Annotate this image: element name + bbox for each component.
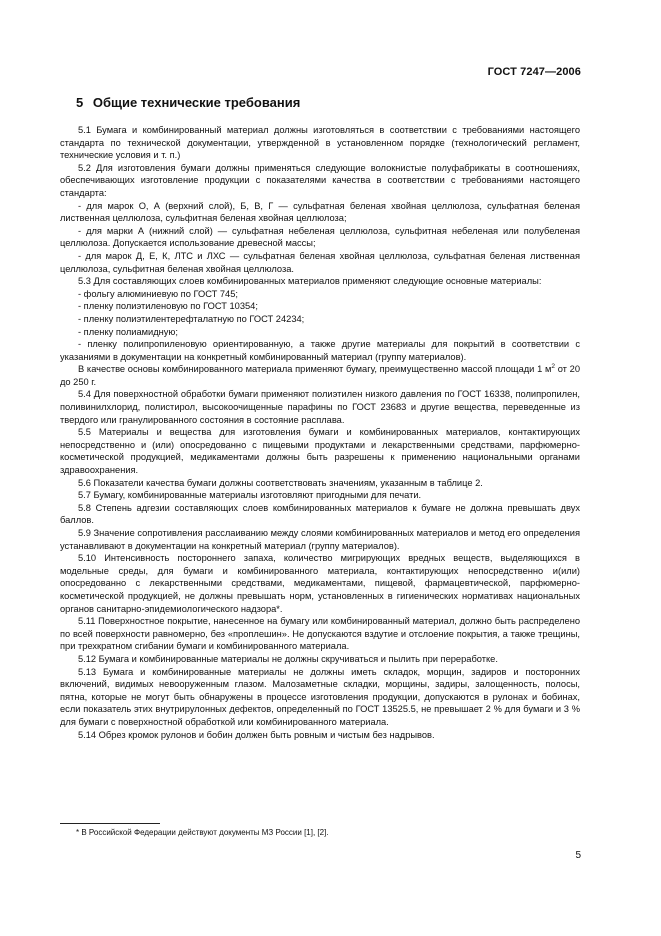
list-item: - для марок О, А (верхний слой), Б, В, Г — сульфатная беленая хвойная целлюлоза, сульфатная беленая лиственная целлюлоза, сульфитная беленая хвойная целлюлоза; (60, 200, 580, 224)
section-number: 5 (76, 95, 84, 110)
list-item: - пленку полиамидную; (78, 326, 178, 337)
page-number: 5 (575, 850, 581, 861)
paragraph-5-8: 5.8 Степень адгезии составляющих слоев комбинированных материалов к бумаге не должна превышать двух баллов. (60, 502, 580, 526)
paragraph-base-material (60, 363, 580, 388)
paragraph-5-11: 5.11 Поверхностное покрытие, нанесенное на бумагу или комбинированный материал, должно быть распределено по всей поверхности равномерно, без «проплешин». Не допускаются вздутие и отслоение покрытия, а также трещины, при трехкратном сгибании бумаги и комбинированного материала. (60, 616, 580, 652)
footnote: * В Российской Федерации действуют документы МЗ России [1], [2]. (76, 828, 329, 837)
paragraph-5-14: 5.14 Обрез кромок рулонов и бобин должен быть ровным и чистым без надрывов. (78, 729, 435, 740)
paragraph-5-1: 5.1 Бумага и комбинированный материал должны изготовляться в соответствии с требованиями настоящего стандарта по технической документации, утвержденной в установленном порядке (технологический регламент, технические условия и т. п.) (60, 125, 580, 161)
list-item: - пленку полиэтилентерефталатную по ГОСТ 24234; (78, 313, 305, 324)
superscript-2: 2 (551, 363, 555, 371)
list-item: - для марок Д, Е, К, ЛТС и ЛХС — сульфатная беленая хвойная целлюлоза, сульфатная беленая лиственная целлюлоза, сульфитная беленая хвойная целлюлоза. (60, 250, 580, 274)
section-title-text: Общие технические требования (92, 95, 301, 110)
paragraph-5-9: 5.9 Значение сопротивления расслаиванию между слоями комбинированных материалов и метод его определения устанавливают в документации на конкретный материал (группу материалов). (60, 528, 580, 551)
paragraph-5-6: 5.6 Показатели качества бумаги должны соответствовать значениям, указанным в таблице 2. (78, 477, 483, 488)
paragraph-5-13: 5.13 Бумага и комбинированные материалы не должны иметь складок, морщин, задиров и посторонних включений, видимых невооруженным глазом. Малозаметные складки, морщины, задиры, залощенность, полосы, пятна, которые не могут быть обнаружены в процессе изготовления продукции, допускаются в рулонах и бобинах, если показатель этих внутрирулонных дефектов, определенный по ГОСТ 13525.5, не превышает 2 % для бумаги и 3 % для бумаги с поверхностной обработкой или комбинированного материала. (60, 666, 580, 727)
body-text (60, 124, 580, 741)
list-item: - фольгу алюминиевую по ГОСТ 745; (78, 288, 238, 299)
paragraph-5-7: 5.7 Бумагу, комбинированные материалы изготовляют пригодными для печати. (78, 490, 422, 501)
footnote-divider (60, 823, 160, 824)
paragraph-5-2: 5.2 Для изготовления бумаги должны применяться следующие волокнистые полуфабрикаты в соотношениях, обеспечивающих изготовление продукции с показателями качества в соответствии с требованиями настоящего стандарта: (60, 162, 580, 198)
base-material-text-end: от 20 до 250 г. (60, 364, 580, 387)
paragraph-5-4: 5.4 Для поверхностной обработки бумаги применяют полиэтилен низкого давления по ГОСТ 16338, полипропилен, поливинилхлорид, полистирол, высокоочищенные парафины по ГОСТ 23683 и другие вещества, переведенные из твердого или гранулированного состояния в состояние расплава. (60, 389, 580, 425)
paragraph-5-5: 5.5 Материалы и вещества для изготовления бумаги и комбинированных материалов, контактирующих непосредственно и (или) опосредованно с пищевыми продуктами и лекарственными средствами, парфюмерно-косметической продукцией, медикаментами должны быть разрешены к применению национальными органами здравоохранения. (60, 427, 580, 476)
list-item: - для марки А (нижний слой) — сульфатная небеленая целлюлоза, сульфитная небеленая или полубеленая целлюлоза. Допускается использование древесной массы; (60, 225, 580, 249)
paragraph-5-12: 5.12 Бумага и комбинированные материалы не должны скручиваться и пылить при переработке. (78, 653, 498, 664)
standard-header: ГОСТ 7247—2006 (487, 66, 581, 78)
list-item: - пленку полипропиленовую ориентированную, а также другие материалы для покрытий в соответствии с указаниями в документации на конкретный комбинированный материал (группу материалов). (60, 339, 580, 362)
base-material-text: В качестве основы комбинированного материала применяют бумагу, преимущественно массой площади 1 м (78, 364, 552, 375)
section-title (76, 95, 300, 110)
list-item: - пленку полиэтиленовую по ГОСТ 10354; (78, 301, 258, 312)
paragraph-5-10: 5.10 Интенсивность постороннего запаха, количество мигрирующих вредных веществ, выделяющихся в модельные среды, для бумаги и комбинированного материала, контактирующих непосредственно и(или) опосредованно с лекарственными средствами, медикаментами, пищевой, фармацевтической, парфюмерно-косметической продукцией, не должны превышать норм, установленных в гигиенических нормативах национальных органов санитарно-эпидемиологического надзора*. (60, 553, 580, 614)
paragraph-5-3: 5.3 Для составляющих слоев комбинированных материалов применяют следующие основные материалы: (78, 276, 542, 287)
